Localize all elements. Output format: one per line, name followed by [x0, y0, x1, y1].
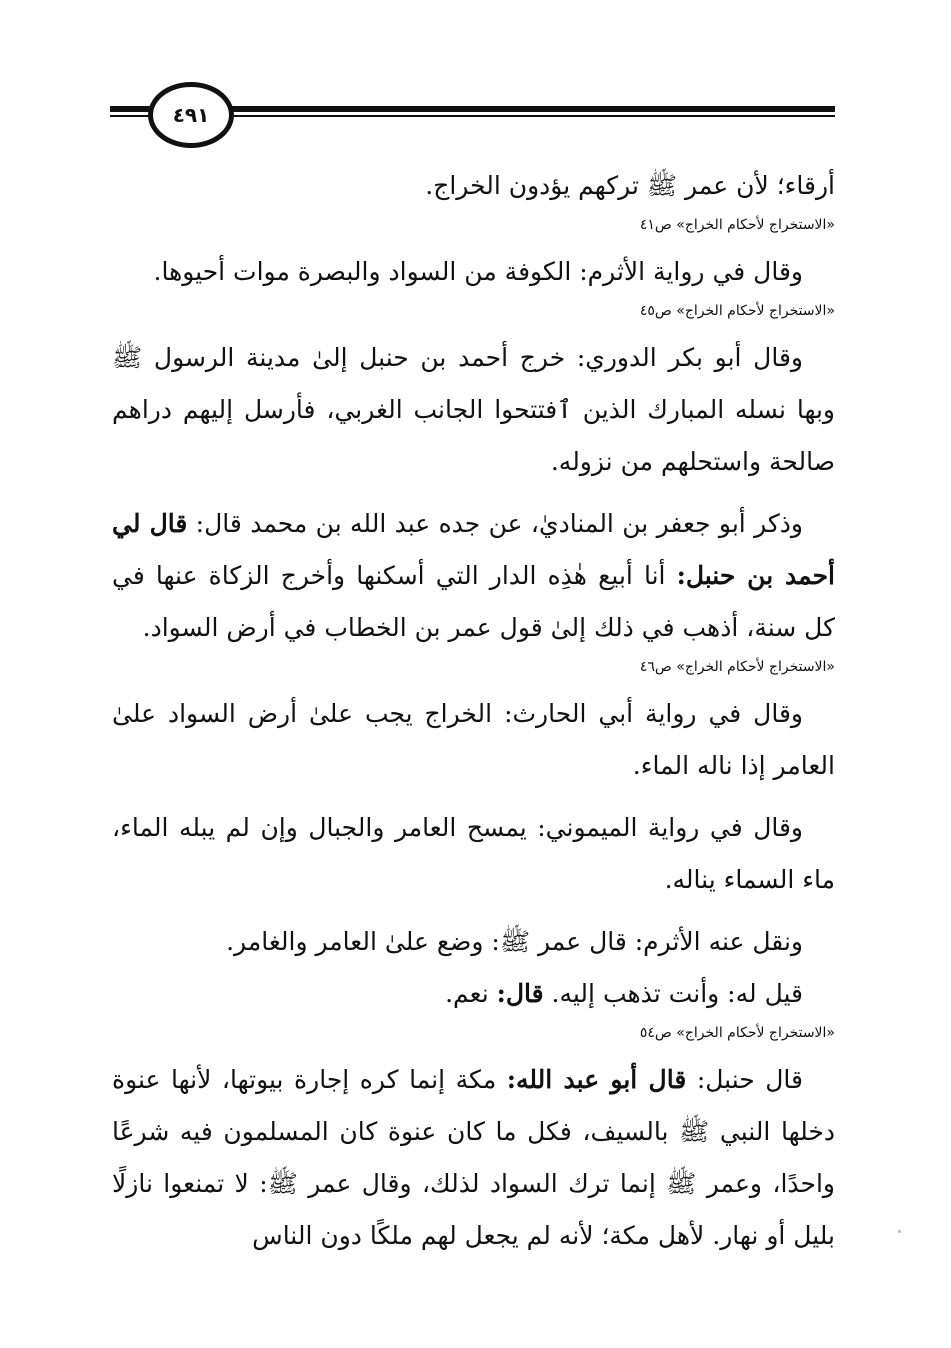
paragraph [112, 802, 835, 906]
paragraph [112, 1054, 835, 1262]
text-run: ونقل عنه الأثرم: قال عمر ﷺ: وضع علىٰ العامر والغامر. [226, 927, 803, 956]
scan-speck [898, 1230, 901, 1233]
bold-phrase: قال أبو عبد الله: [506, 1065, 687, 1094]
page-body [112, 160, 835, 1262]
text-run: قيل له: وأنت تذهب إليه. [543, 979, 803, 1008]
text-run: نعم. [445, 979, 497, 1008]
text-run: وقال في رواية الميموني: يمسح العامر والجبال وإن لم يبله الماء، ماء السماء يناله. [112, 813, 835, 894]
paragraph [112, 332, 835, 488]
page-number: ٤٩١ [172, 103, 210, 127]
text-run: مكة إنما كره إجارة بيوتها، لأنها عنوة دخلها النبي ﷺ بالسيف، فكل ما كان عنوة كان المسلمون فيه شرعًا واحدًا، وعمر ﷺ إنما ترك السواد لذلك، وقال عمر ﷺ: لا تمنعوا نازلًا بليل أو نهار. لأهل مكة؛ لأنه لم يجعل لهم ملكًا دون الناس [112, 1065, 835, 1250]
text-run: أنا أبيع هٰذِه الدار التي أسكنها وأخرج الزكاة عنها في كل سنة، أذهب في ذلك إلىٰ قول عمر بن الخطاب في أرض السواد. [112, 561, 835, 642]
paragraph [112, 160, 835, 212]
bold-phrase: قال لي أحمد بن حنبل: [112, 509, 835, 590]
source-citation: «الاستخراج لأحكام الخراج» ص٤٦ [639, 659, 835, 675]
page-header [110, 80, 835, 150]
paragraph [112, 916, 835, 968]
bold-phrase: قال: [496, 979, 544, 1008]
text-run: وقال في رواية أبي الحارث: الخراج يجب علىٰ أرض السواد علىٰ العامر إذا ناله الماء. [112, 699, 835, 780]
source-citation: «الاستخراج لأحكام الخراج» ص٤١ [639, 217, 835, 233]
text-run: أرقاء؛ لأن عمر ﷺ تركهم يؤدون الخراج. [425, 171, 835, 200]
text-run: وقال أبو بكر الدوري: خرج أحمد بن حنبل إلىٰ مدينة الرسول ﷺ وبها نسله المبارك الذين ٱفتتحوا الجانب الغربي، فأرسل إليهم دراهم صالحة واستحلهم من نزوله. [112, 343, 835, 476]
paragraph [112, 498, 835, 654]
text-run: قال حنبل: [686, 1065, 803, 1094]
page-number-badge [148, 82, 234, 148]
text-run: وذكر أبو جعفر بن المناديٰ، عن جده عبد الله بن محمد قال: [187, 509, 804, 538]
paragraph [112, 968, 835, 1020]
text-run: وقال في رواية الأثرم: الكوفة من السواد والبصرة موات أحيوها. [153, 257, 803, 286]
source-citation: «الاستخراج لأحكام الخراج» ص٥٤ [639, 1025, 835, 1041]
paragraph [112, 688, 835, 792]
source-citation: «الاستخراج لأحكام الخراج» ص٤٥ [639, 303, 835, 319]
paragraph [112, 246, 835, 298]
